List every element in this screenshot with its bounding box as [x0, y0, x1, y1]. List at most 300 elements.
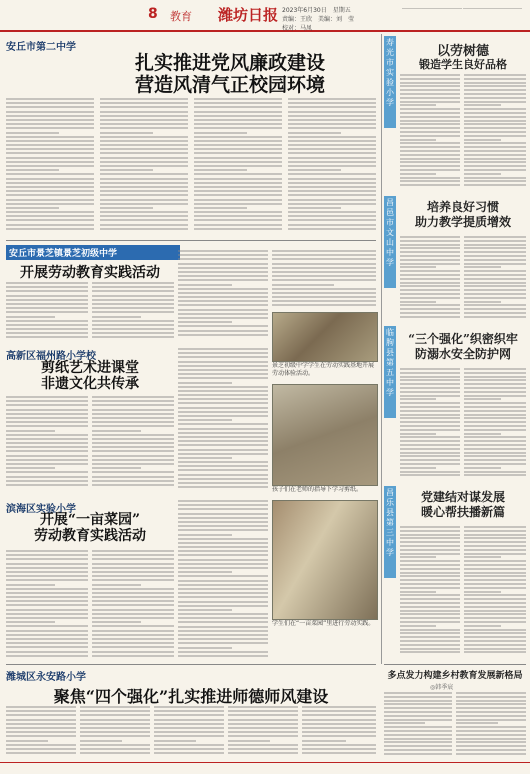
text-line [92, 625, 174, 627]
text-line [6, 203, 94, 205]
text-line [464, 93, 526, 95]
text-line [178, 529, 268, 531]
text-line [400, 278, 460, 280]
text-line [92, 588, 174, 590]
text-line [400, 421, 460, 423]
text-line [288, 132, 341, 134]
text-line [288, 211, 376, 213]
text-line [194, 207, 247, 209]
text-line [6, 307, 88, 309]
text-line [92, 417, 174, 419]
right-article3-col1 [400, 368, 460, 480]
text-line [100, 106, 188, 108]
text-line [178, 288, 268, 290]
article4-col2 [92, 550, 174, 660]
text-line [400, 177, 460, 179]
text-line [400, 270, 460, 272]
text-line [400, 150, 460, 152]
divider [6, 664, 376, 665]
text-line [302, 740, 346, 742]
text-line [92, 579, 174, 581]
article2-col3 [178, 250, 268, 342]
text-line [400, 598, 460, 600]
text-line [464, 293, 526, 295]
text-line [272, 271, 376, 273]
text-line [6, 579, 88, 581]
text-line [400, 161, 460, 163]
text-line [6, 199, 94, 201]
text-line [178, 352, 268, 354]
text-line [456, 726, 526, 728]
text-line [272, 254, 376, 256]
text-line [288, 161, 376, 163]
text-line [464, 154, 526, 156]
text-line [80, 706, 150, 708]
text-line [194, 132, 247, 134]
text-line [464, 120, 526, 122]
text-line [92, 563, 174, 565]
right-article4-col2 [464, 526, 526, 658]
text-line [464, 274, 526, 276]
side-tab-2: 昌邑市文山中学 [384, 196, 396, 288]
text-line [6, 558, 88, 560]
text-line [178, 423, 268, 425]
text-line [6, 584, 55, 586]
text-line [272, 292, 376, 294]
right-article5-title: 多点发力构建乡村教育发展新格局 [387, 671, 523, 681]
text-line [400, 560, 460, 562]
text-line [178, 500, 268, 502]
text-line [400, 625, 436, 627]
text-line [464, 285, 526, 287]
text-line [464, 440, 526, 442]
text-line [100, 182, 188, 184]
text-line [178, 402, 268, 404]
text-line [288, 194, 376, 196]
text-line [400, 247, 460, 249]
text-line [80, 744, 150, 746]
text-line [178, 638, 268, 640]
text-line [178, 457, 232, 459]
text-line [464, 387, 526, 389]
text-line [464, 89, 526, 91]
text-line [100, 215, 188, 217]
text-line [178, 284, 232, 286]
text-line [400, 251, 460, 253]
text-line [464, 406, 526, 408]
right-article2-title [400, 200, 526, 230]
text-line [464, 116, 526, 118]
text-line [6, 731, 76, 733]
text-line [178, 634, 268, 636]
text-line [178, 474, 268, 476]
text-line [6, 136, 94, 138]
text-line [400, 169, 460, 171]
text-line [400, 591, 436, 593]
text-line [6, 194, 94, 196]
text-line [100, 132, 153, 134]
article5-col3 [154, 706, 224, 760]
article4-kicker: 滨海区实验小学 [6, 504, 76, 515]
text-line [178, 313, 268, 315]
text-line [288, 115, 376, 117]
text-line [464, 613, 526, 615]
text-line [6, 471, 88, 473]
text-line [400, 97, 460, 99]
text-line [6, 299, 88, 301]
text-line [464, 606, 526, 608]
text-line [6, 646, 88, 648]
text-line [194, 194, 282, 196]
article3-col2 [92, 396, 174, 492]
text-line [6, 430, 55, 432]
text-line [464, 297, 526, 299]
text-line [272, 275, 376, 277]
text-line [288, 127, 376, 129]
text-line [464, 139, 501, 141]
text-line [80, 714, 150, 716]
header-info [282, 6, 402, 33]
text-line [6, 169, 59, 171]
text-line [6, 467, 55, 469]
text-line [6, 727, 76, 729]
text-line [228, 719, 298, 721]
text-line [92, 396, 174, 398]
text-line [100, 211, 188, 213]
text-line [92, 307, 174, 309]
text-line [194, 161, 282, 163]
text-line [100, 144, 188, 146]
text-line [400, 379, 460, 381]
text-line [154, 714, 224, 716]
text-line [464, 636, 526, 638]
text-line [400, 236, 460, 238]
text-line [194, 182, 282, 184]
right-article3-col2 [464, 368, 526, 480]
text-line [400, 85, 460, 87]
text-line [6, 186, 94, 188]
text-line [464, 545, 526, 547]
text-line [100, 127, 188, 129]
text-line [464, 304, 526, 306]
text-line [100, 102, 188, 104]
text-line [178, 617, 268, 619]
text-line [6, 102, 94, 104]
text-line [384, 722, 425, 724]
divider [384, 664, 526, 665]
text-line [464, 572, 526, 574]
article2-col4 [272, 250, 376, 310]
text-line [464, 289, 526, 291]
text-line [178, 609, 232, 611]
text-line [178, 584, 268, 586]
text-line [178, 394, 268, 396]
text-line [6, 621, 55, 623]
text-line [464, 161, 526, 163]
text-line [272, 267, 376, 269]
article4-title-line2: 劳动教育实践活动 [34, 528, 146, 544]
text-line [100, 173, 188, 175]
text-line [464, 108, 526, 110]
text-line [92, 295, 174, 297]
text-line [464, 158, 526, 160]
text-line [464, 429, 526, 431]
text-line [456, 741, 526, 743]
text-line [6, 282, 88, 284]
text-line [400, 74, 460, 76]
text-line [178, 292, 268, 294]
text-line [6, 604, 88, 606]
text-line [228, 740, 270, 742]
text-line [456, 738, 526, 740]
page-header [0, 0, 530, 32]
text-line [400, 463, 460, 465]
text-line [178, 436, 268, 438]
text-line [456, 730, 526, 732]
text-line [178, 330, 268, 332]
text-line [400, 417, 460, 419]
text-line [154, 748, 224, 750]
text-line [464, 471, 526, 473]
text-line [6, 336, 88, 338]
text-line [288, 203, 376, 205]
text-line [6, 567, 88, 569]
text-line [92, 324, 174, 326]
text-line [228, 714, 298, 716]
text-line [194, 140, 282, 142]
text-line [6, 106, 94, 108]
text-line [178, 542, 268, 544]
text-line [6, 409, 88, 411]
text-line [288, 102, 376, 104]
text-line [178, 334, 268, 336]
text-line [464, 648, 526, 650]
text-line [6, 332, 88, 334]
text-line [178, 356, 268, 358]
text-line [178, 275, 268, 277]
text-line [6, 744, 76, 746]
text-line [6, 438, 88, 440]
text-line [6, 735, 76, 737]
text-line [6, 455, 88, 457]
text-line [92, 634, 174, 636]
divider [6, 240, 376, 241]
text-line [178, 271, 268, 273]
text-line [178, 304, 268, 306]
text-line [400, 131, 460, 133]
text-line [464, 85, 526, 87]
text-line [6, 634, 88, 636]
text-line [92, 316, 141, 318]
text-line [6, 123, 94, 125]
article5-col4 [228, 706, 298, 760]
text-line [464, 308, 526, 310]
text-line [92, 604, 174, 606]
text-line [464, 372, 526, 374]
text-line [400, 165, 460, 167]
text-line [464, 610, 526, 612]
text-line [400, 82, 460, 84]
text-line [178, 258, 268, 260]
text-line [92, 320, 174, 322]
text-line [194, 152, 282, 154]
text-line [288, 119, 376, 121]
text-line [92, 550, 174, 552]
text-line [6, 400, 88, 402]
text-line [178, 440, 268, 442]
text-line [288, 123, 376, 125]
text-line [464, 644, 526, 646]
side-tab-1: 寿光市实验小学 [384, 36, 396, 128]
text-line [272, 300, 376, 302]
text-line [288, 144, 376, 146]
text-line [456, 707, 526, 709]
text-line [400, 263, 460, 265]
text-line [6, 228, 94, 230]
text-line [6, 182, 94, 184]
text-line [154, 727, 224, 729]
text-line [178, 373, 268, 375]
text-line [456, 722, 498, 724]
text-line [302, 714, 376, 716]
text-line [464, 463, 526, 465]
text-line [464, 651, 526, 653]
right-article1-subtitle: 锻造学生良好品格 [419, 58, 507, 71]
text-line [400, 444, 460, 446]
text-line [228, 727, 298, 729]
text-line [178, 588, 268, 590]
text-line [6, 723, 76, 725]
text-line [92, 430, 141, 432]
text-line [178, 428, 268, 430]
text-line [464, 402, 526, 404]
text-line [100, 152, 188, 154]
text-line [6, 575, 88, 577]
text-line [194, 186, 282, 188]
right-article3-title-line1: “三个强化”织密织牢 [408, 332, 518, 346]
text-line [194, 219, 282, 221]
text-line [6, 638, 88, 640]
text-line [464, 177, 526, 179]
text-line [6, 450, 88, 452]
right-article2-title-line1: 培养良好习惯 [426, 200, 499, 214]
text-line [464, 625, 501, 627]
text-line [288, 157, 376, 159]
text-line [178, 655, 268, 657]
text-line [178, 263, 268, 265]
text-line [6, 286, 88, 288]
text-line [464, 568, 526, 570]
side-tab-3: 临朐县第五中学 [384, 326, 396, 418]
text-line [302, 710, 376, 712]
text-line [80, 710, 150, 712]
text-line [6, 563, 88, 565]
text-line [400, 173, 436, 175]
text-line [178, 525, 268, 527]
text-line [178, 571, 232, 573]
article3-title [6, 360, 174, 392]
newspaper-logo: 潍坊日报 [218, 6, 279, 24]
article2-kicker: 安丘市景芝镇景芝初级中学 [6, 245, 180, 260]
text-line [400, 89, 460, 91]
text-line [400, 632, 460, 634]
text-line [302, 748, 376, 750]
text-line [178, 469, 268, 471]
text-line [6, 165, 94, 167]
text-line [178, 254, 268, 256]
proof-line: 校对：马凤 [282, 25, 313, 32]
right-article4-title-line2: 暖心帮扶播新篇 [420, 505, 505, 519]
text-line [464, 312, 526, 314]
text-line [464, 101, 526, 103]
text-line [288, 106, 376, 108]
text-line [100, 148, 188, 150]
text-line [400, 534, 460, 536]
text-line [464, 556, 501, 558]
right-article5-byline: ◎韩季宸 [430, 684, 454, 691]
text-line [178, 361, 268, 363]
text-line [194, 148, 282, 150]
date-line: 2023年6月30日 星期五 [282, 7, 351, 14]
text-line [6, 554, 88, 556]
text-line [178, 321, 232, 323]
text-line [6, 706, 76, 708]
text-line [302, 731, 376, 733]
text-line [464, 575, 526, 577]
text-line [400, 455, 460, 457]
text-line [178, 369, 268, 371]
text-line [100, 203, 188, 205]
text-line [100, 186, 188, 188]
text-line [302, 706, 376, 708]
right-article4-title-line1: 党建结对谋发展 [420, 490, 505, 504]
article5-col5 [302, 706, 376, 760]
text-line [400, 549, 460, 551]
text-line [6, 642, 88, 644]
text-line [400, 123, 460, 125]
text-line [80, 748, 150, 750]
article1-title [60, 52, 400, 96]
text-line [384, 734, 452, 736]
text-line [400, 285, 460, 287]
text-line [464, 180, 526, 182]
text-line [194, 211, 282, 213]
text-line [6, 588, 88, 590]
text-line [178, 563, 268, 565]
text-line [400, 282, 460, 284]
text-line [464, 131, 526, 133]
text-line [6, 571, 88, 573]
text-line [464, 410, 526, 412]
text-line [384, 726, 452, 728]
text-line [464, 594, 526, 596]
text-line [464, 173, 501, 175]
text-line [288, 178, 376, 180]
text-line [92, 575, 174, 577]
text-line [400, 410, 460, 412]
text-line [400, 541, 460, 543]
text-line [464, 247, 526, 249]
text-line [288, 199, 376, 201]
text-line [100, 165, 188, 167]
text-line [154, 731, 224, 733]
text-line [194, 199, 282, 201]
text-line [6, 290, 88, 292]
text-line [464, 127, 526, 129]
text-line [178, 559, 268, 561]
text-line [6, 173, 94, 175]
text-line [456, 719, 526, 721]
